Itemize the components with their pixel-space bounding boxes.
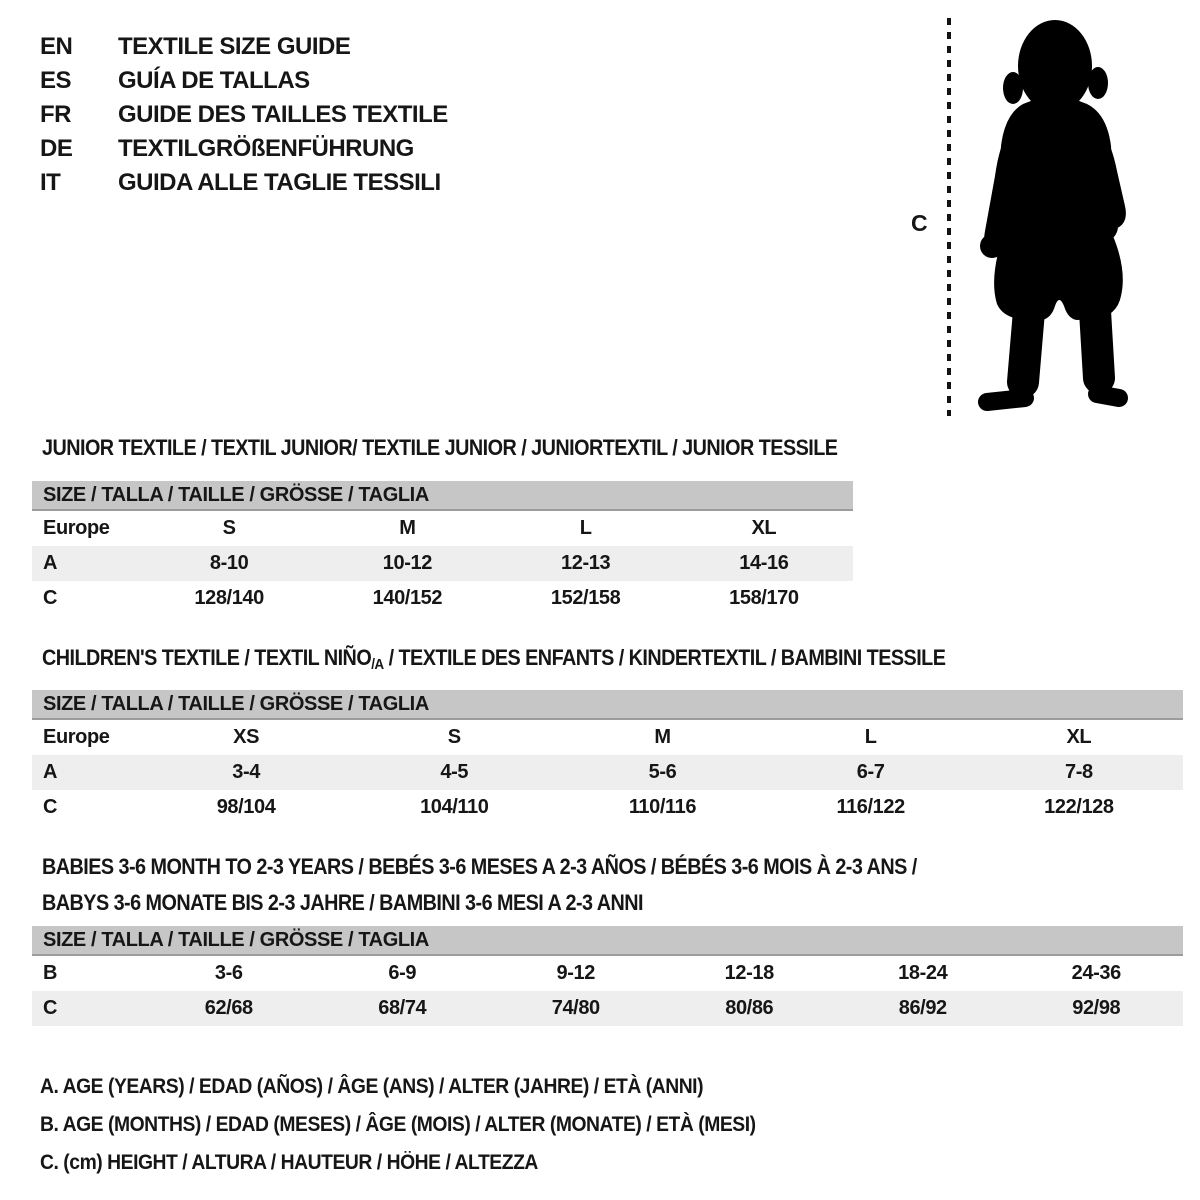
cell: 4-5 <box>350 755 558 790</box>
table-row-height <box>32 991 1183 1026</box>
cell: 12-13 <box>497 546 675 581</box>
column-header: S <box>447 726 461 748</box>
section-title-line: BABIES 3-6 MONTH TO 2-3 YEARS / BEBÉS 3-6 MESES A 2-3 AÑOS / BÉBÉS 3-6 MOIS À 2-3 ANS / <box>42 854 917 879</box>
cell: 6-7 <box>767 755 975 790</box>
column-header: XL <box>751 517 777 539</box>
column-header: L <box>579 517 592 539</box>
height-measure-label: C <box>911 210 928 236</box>
cell: 9-12 <box>556 962 595 984</box>
size-table-junior <box>32 481 853 616</box>
baby-silhouette-icon <box>967 14 1139 416</box>
cell: 122/128 <box>1044 796 1114 818</box>
column-header: S <box>222 517 236 539</box>
language-title: TEXTILGRÖßENFÜHRUNG <box>118 135 414 162</box>
row-label: A <box>32 546 140 581</box>
cell: 116/122 <box>836 796 905 818</box>
language-row-es <box>40 64 448 98</box>
table-header-row <box>32 720 1183 755</box>
language-code: IT <box>40 169 61 196</box>
section-title-part: / TEXTILE DES ENFANTS / KINDERTEXTIL / BAMBINI TESSILE <box>383 645 946 670</box>
cell: 128/140 <box>194 587 264 609</box>
language-row-en <box>40 30 448 64</box>
column-header: Europe <box>43 517 110 539</box>
language-list <box>40 30 448 200</box>
footnote-a: A. AGE (YEARS) / EDAD (AÑOS) / ÂGE (ANS) / ALTER (JAHRE) / ETÀ (ANNI) <box>40 1075 704 1098</box>
table-row-age <box>32 755 1183 790</box>
cell: 110/116 <box>628 796 697 818</box>
column-header: M <box>654 726 671 748</box>
language-title: GUIDA ALLE TAGLIE TESSILI <box>118 169 441 196</box>
row-label: B <box>43 962 58 984</box>
cell: 12-18 <box>724 962 774 984</box>
language-row-it <box>40 166 448 200</box>
table-row-age-months <box>32 956 1183 991</box>
section-title-children <box>42 645 945 673</box>
table-row-age <box>32 546 853 581</box>
section-title-part: CHILDREN'S TEXTILE / TEXTIL NIÑO <box>42 645 372 670</box>
cell: 86/92 <box>836 991 1010 1026</box>
cell: 3-6 <box>214 962 243 984</box>
language-code: DE <box>40 135 73 162</box>
section-title-babies <box>42 849 917 921</box>
cell: 5-6 <box>558 755 766 790</box>
cell: 14-16 <box>675 546 853 581</box>
cell: 158/170 <box>729 587 799 609</box>
section-title-junior: JUNIOR TEXTILE / TEXTIL JUNIOR/ TEXTILE JUNIOR / JUNIORTEXTIL / JUNIOR TESSILE <box>42 435 838 460</box>
baby-figure <box>905 12 1190 424</box>
row-label: C <box>43 796 58 818</box>
column-header: XL <box>1066 726 1092 748</box>
height-dashed-line <box>946 16 952 418</box>
footnote-c: C. (cm) HEIGHT / ALTURA / HAUTEUR / HÖHE / ALTEZZA <box>40 1151 538 1174</box>
table-header-row <box>32 511 853 546</box>
cell: 8-10 <box>140 546 318 581</box>
size-table-babies <box>32 926 1183 1026</box>
language-title: GUIDE DES TAILLES TEXTILE <box>118 101 448 128</box>
language-code: FR <box>40 101 71 128</box>
legend <box>40 1068 818 1182</box>
language-code: EN <box>40 33 73 60</box>
cell: 68/74 <box>316 991 490 1026</box>
cell: 152/158 <box>550 587 621 609</box>
cell: 74/80 <box>489 991 663 1026</box>
size-bar: SIZE / TALLA / TAILLE / GRÖSSE / TAGLIA <box>32 690 1183 720</box>
row-label: A <box>32 755 142 790</box>
cell: 140/152 <box>372 587 443 609</box>
cell: 24-36 <box>1071 962 1121 984</box>
size-table-children <box>32 690 1183 825</box>
footnote-b: B. AGE (MONTHS) / EDAD (MESES) / ÂGE (MOIS) / ALTER (MONATE) / ETÀ (MESI) <box>40 1113 756 1136</box>
language-row-de <box>40 132 448 166</box>
cell: 3-4 <box>142 755 350 790</box>
language-title: TEXTILE SIZE GUIDE <box>118 33 351 60</box>
row-label: C <box>32 991 142 1026</box>
cell: 104/110 <box>420 796 489 818</box>
column-header: XS <box>233 726 260 748</box>
table-row-height <box>32 581 853 616</box>
cell: 80/86 <box>663 991 837 1026</box>
section-title-line: BABYS 3-6 MONATE BIS 2-3 JAHRE / BAMBINI 3-6 MESI A 2-3 ANNI <box>42 890 643 915</box>
column-header: M <box>399 517 416 539</box>
cell: 62/68 <box>142 991 316 1026</box>
table-row-height <box>32 790 1183 825</box>
cell: 98/104 <box>216 796 276 818</box>
cell: 6-9 <box>388 962 417 984</box>
cell: 18-24 <box>898 962 948 984</box>
size-bar: SIZE / TALLA / TAILLE / GRÖSSE / TAGLIA <box>32 926 1183 956</box>
size-bar: SIZE / TALLA / TAILLE / GRÖSSE / TAGLIA <box>32 481 853 511</box>
cell: 7-8 <box>975 755 1183 790</box>
language-code: ES <box>40 67 72 94</box>
cell: 92/98 <box>1010 991 1184 1026</box>
section-title-subscript: /A <box>371 656 384 673</box>
language-row-fr <box>40 98 448 132</box>
column-header: Europe <box>43 726 110 748</box>
row-label: C <box>43 587 58 609</box>
language-title: GUÍA DE TALLAS <box>118 67 310 94</box>
column-header: L <box>864 726 877 748</box>
cell: 10-12 <box>318 546 496 581</box>
